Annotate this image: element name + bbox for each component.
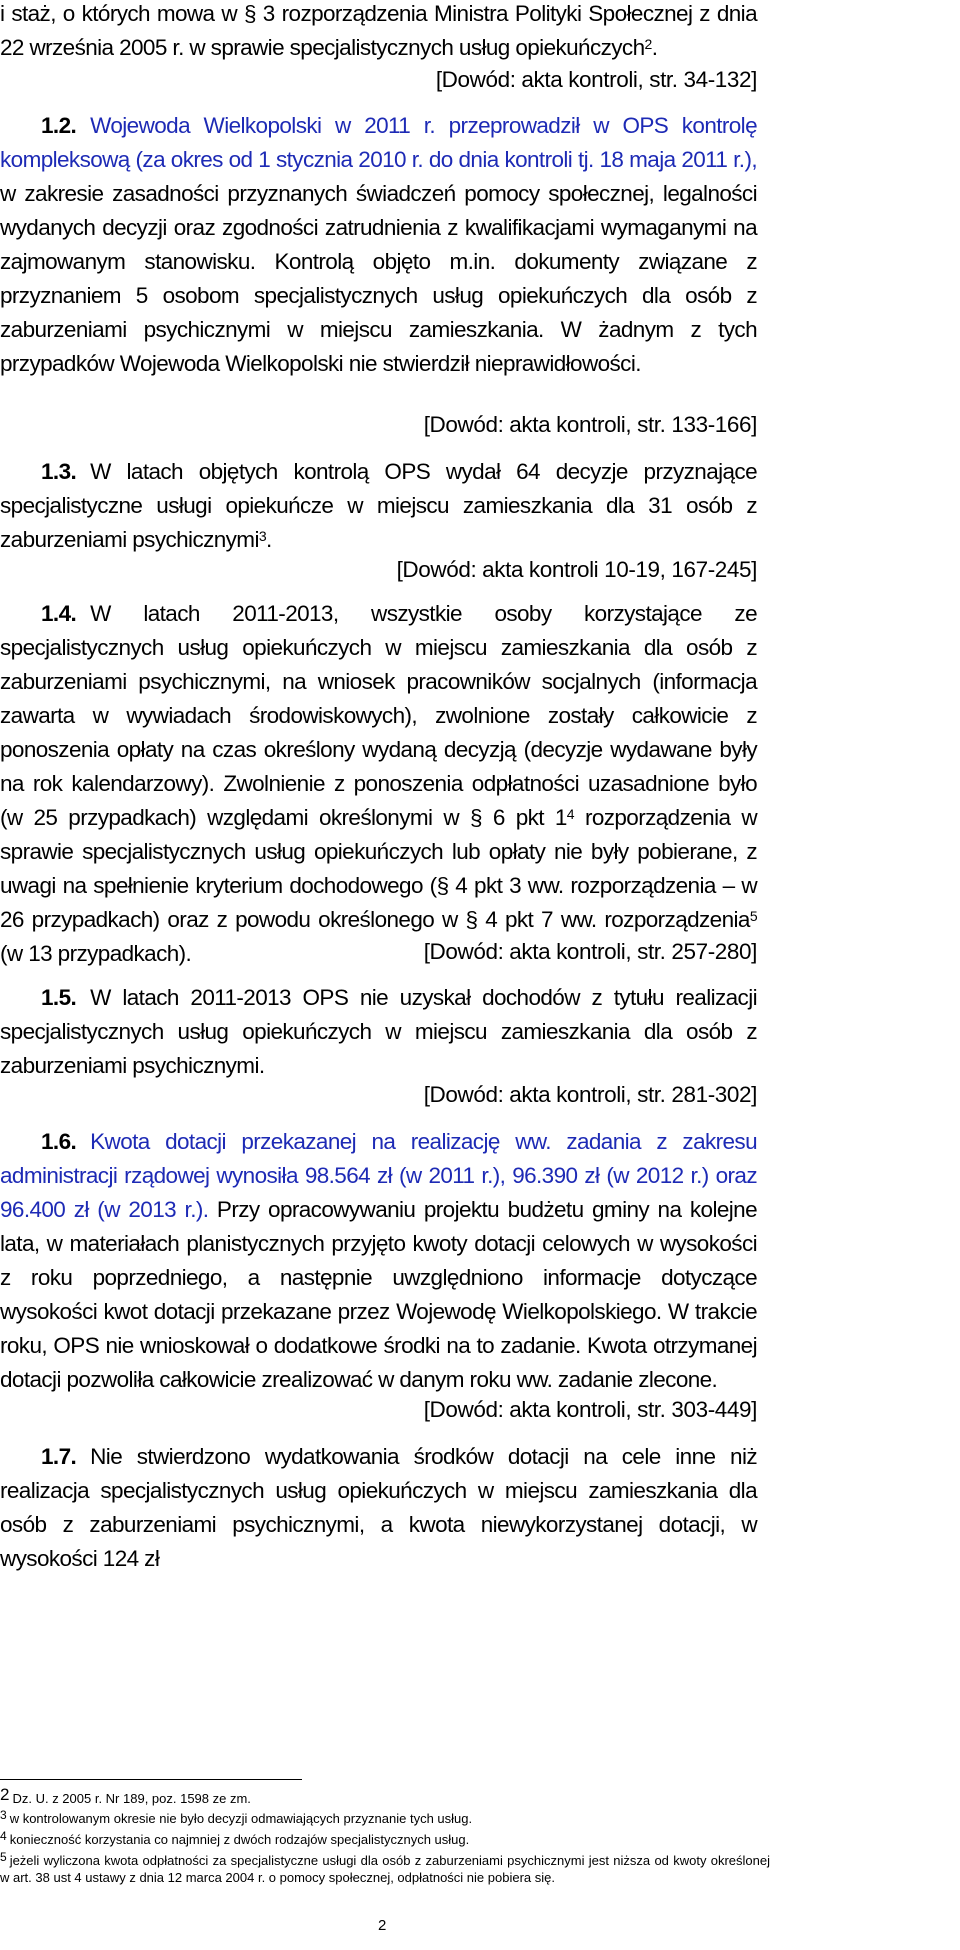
section-number: 1.4.	[41, 601, 77, 626]
section-text: Nie stwierdzono wydatkowania środków dotacji na cele inne niż realizacja specjalistycznych usług opiekuńczych w miejscu zamieszkania dla osób z zaburzeniami psychicznymi, a kwota niewykorzystanej dotacji, w wysokości 124 zł	[0, 1444, 757, 1571]
section-1-4	[0, 597, 757, 971]
section-1-3	[0, 455, 757, 557]
footnote-mark: 5	[0, 1850, 7, 1864]
section-1-2	[0, 109, 757, 381]
footnote-mark: 3	[0, 1808, 7, 1822]
section-text: w zakresie zasadności przyznanych świadczeń pomocy społecznej, legalności wydanych decyzji oraz zgodności zatrudnienia z kwalifikacjami wymaganymi na zajmowanym stanowisku. Kontrolą objęto m.in. dokumenty związane z przyznaniem 5 osobom specjalistycznych usług opiekuńczych dla osób z zaburzeniami psychicznymi w miejscu zamieszkania. W żadnym z tych przypadków Wojewoda Wielkopolski nie stwierdził nieprawidłowości.	[0, 181, 757, 376]
section-number: 1.6.	[41, 1129, 77, 1154]
footnote-text: jeżeli wyliczona kwota odpłatności za specjalistyczne usługi dla osób z zaburzeniami psychicznymi jest niższa od kwoty określonej w art. 38 ust 4 ustawy z dnia 12 marca 2004 r. o pomocy społecznej, odpłatności nie pobiera się.	[0, 1853, 770, 1885]
section-number: 1.2.	[41, 113, 77, 138]
section-text-highlight: Kwota dotacji przekazanej na realizację ww. zadania z zakresu administracji rządowej wynosiła 98.564 zł (w 2011 r.), 96.390 zł (w 2012 r.) oraz 96.400 zł (w 2013 r.).	[0, 1129, 757, 1222]
footnote-2	[0, 1785, 770, 1807]
evidence-citation: [Dowód: akta kontroli, str. 34-132]	[435, 67, 757, 92]
footnote-ref: 2	[644, 36, 652, 52]
section-text: rozporządzenia w sprawie specjalistycznych usług opiekuńczych lub opłaty nie były pobierane, z uwagi na spełnienie kryterium dochodowego (§ 4 pkt 3 ww. rozporządzenia – w 26 przypadkach) oraz z powodu określonego w § 4 pkt 7 ww. rozporządzenia	[0, 805, 757, 932]
section-text: W latach objętych kontrolą OPS wydał 64 decyzje przyznające specjalistyczne usługi opiekuńcze w miejscu zamieszkania dla 31 osób z zaburzeniami psychicznymi	[0, 459, 757, 552]
evidence-citation: [Dowód: akta kontroli 10-19, 167-245]	[396, 557, 757, 582]
section-text: (w 13 przypadkach).	[0, 941, 192, 966]
intro-text: i staż, o których mowa w § 3 rozporządzenia Ministra Polityki Społecznej z dnia 22 września 2005 r. w sprawie specjalistycznych usług opiekuńczych	[0, 1, 757, 60]
section-tail: .	[266, 527, 272, 552]
footnote-separator	[0, 1779, 302, 1780]
footnote-ref: 3	[258, 528, 267, 544]
section-text: W latach 2011-2013 OPS nie uzyskał dochodów z tytułu realizacji specjalistycznych usług opiekuńczych w miejscu zamieszkania dla osób z zaburzeniami psychicznymi.	[0, 985, 757, 1078]
footnote-mark: 4	[0, 1829, 7, 1843]
footnote-text: Dz. U. z 2005 r. Nr 189, poz. 1598 ze zm.	[12, 1791, 251, 1806]
footnote-4	[0, 1831, 770, 1848]
section-1-6	[0, 1125, 757, 1397]
section-text: W latach 2011-2013, wszystkie osoby korzystające ze specjalistycznych usług opiekuńczych w miejscu zamieszkania dla osób z zaburzeniami psychicznymi, na wniosek pracowników socjalnych (informacja zawarta w wywiadach środowiskowych), zwolnione zostały całkowicie z ponoszenia opłaty na czas określony wydaną decyzją (decyzje wydawane były na rok kalendarzowy). Zwolnienie z ponoszenia odpłatności uzasadnione było (w 25 przypadkach) względami określonymi w § 6 pkt 1	[0, 601, 757, 830]
footnote-text: konieczność korzystania co najmniej z dwóch rodzajów specjalistycznych usług.	[9, 1832, 470, 1847]
evidence-citation: [Dowód: akta kontroli, str. 133-166]	[423, 412, 757, 437]
footnote-text: w kontrolowanym okresie nie było decyzji odmawiających przyznanie tych usług.	[9, 1811, 473, 1826]
footnote-ref: 4	[566, 806, 574, 822]
section-number: 1.3.	[41, 459, 77, 484]
section-text-highlight: Wojewoda Wielkopolski w 2011 r. przeprowadził w OPS kontrolę kompleksową (za okres od 1 stycznia 2010 r. do dnia kontroli tj. 18 maja 2011 r.),	[0, 113, 757, 172]
section-1-7	[0, 1440, 757, 1576]
section-number: 1.7.	[41, 1444, 77, 1469]
evidence-citation: [Dowód: akta kontroli, str. 281-302]	[423, 1082, 757, 1107]
footnote-ref: 5	[749, 908, 757, 924]
footnote-5	[0, 1852, 770, 1886]
section-number: 1.5.	[41, 985, 77, 1010]
page-number: 2	[378, 1917, 387, 1934]
evidence-citation: [Dowód: akta kontroli, str. 303-449]	[423, 1397, 757, 1422]
footnote-3	[0, 1810, 770, 1827]
section-1-5	[0, 981, 757, 1083]
footnote-mark: 2	[0, 1785, 10, 1804]
intro-tail: .	[651, 35, 658, 60]
evidence-citation: [Dowód: akta kontroli, str. 257-280]	[423, 939, 757, 964]
intro-paragraph	[0, 0, 757, 65]
section-text: Przy opracowywaniu projektu budżetu gminy na kolejne lata, w materiałach planistycznych przyjęto kwoty dotacji celowych w wysokości z roku poprzedniego, a następnie uwzględniono informacje dotyczące wysokości kwot dotacji przekazane przez Wojewodę Wielkopolskiego. W trakcie roku, OPS nie wnioskował o dodatkowe środki na to zadanie. Kwota otrzymanej dotacji pozwoliła całkowicie zrealizować w danym roku ww. zadanie zlecone.	[0, 1197, 757, 1392]
